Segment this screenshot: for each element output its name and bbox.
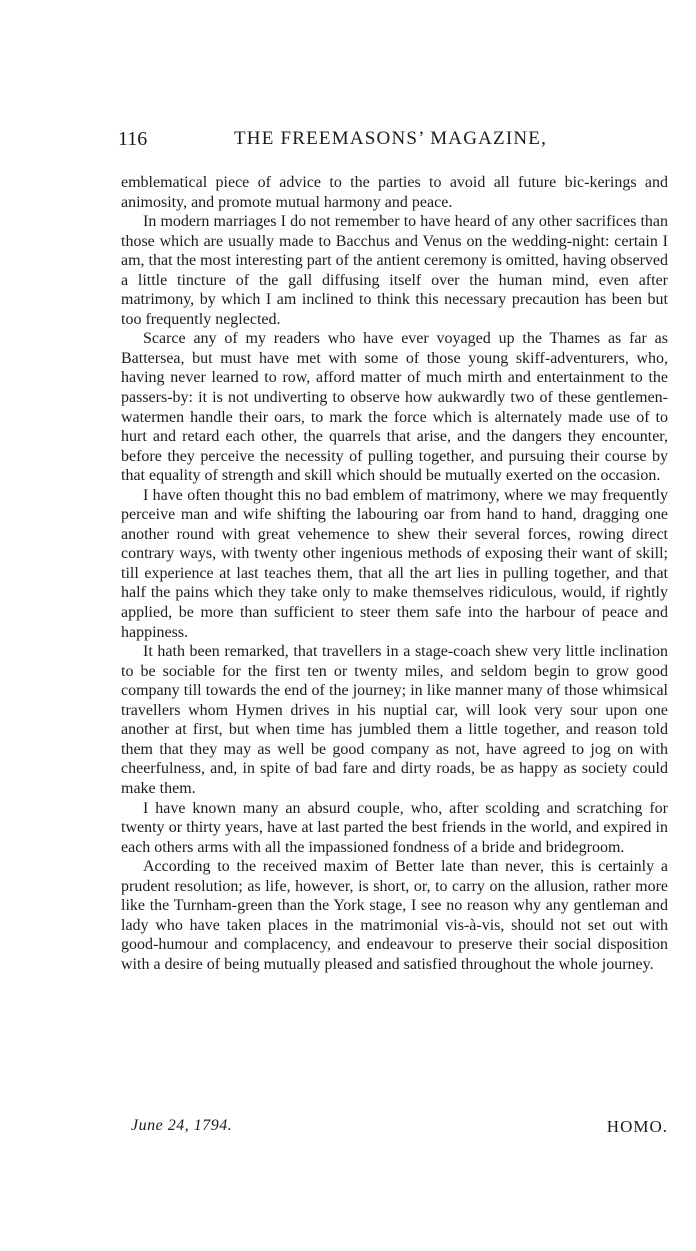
signoff [118,1117,668,1139]
author-signature: HOMO. [606,1117,668,1136]
date-line: June 24, 1794. [131,1117,233,1134]
paragraph-modern-marriages: In modern marriages I do not remember to have heard of any other sacrifices than those which are usually made to Bacchus and Venus on the wedding-night: certain I am, that the most interesting part of the antient ceremony is omitted, having observed a little tincture of the gall diffusing itself over the human mind, even after matrimony, by which I am inclined to think this necessary precaution has been but too frequently neglected. [121,213,668,328]
paragraph-stage-coach: It hath been remarked, that travellers in a stage-coach shew very little inclination to be sociable for the first ten or twenty miles, and seldom begin to grow good company till towards the end of the journey; in like manner many of those whimsical travellers whom Hymen drives in his nuptial car, will look very sour upon one another at first, but when time has jumbled them a little together, and reason told them that they may as well be good company as not, have agreed to jog on with cheerfulness, and, in spite of bad fare and dirty roads, be as happy as society could make them. [121,643,668,797]
page [118,126,668,1136]
page-number: 116 [118,128,148,150]
journal-title: THE FREEMASONS’ MAGAZINE, [234,128,548,149]
paragraph-emblem-of-matrimony: I have often thought this no bad emblem of matrimony, where we may frequently perceive man and wife shifting the labouring oar from hand to hand, dragging one another round with great vehemence to shew their several forces, rowing direct contrary ways, with twenty other ingenious methods of exposing their want of skill; till experience at last teaches them, that all the art lies in pulling together, and that half the pains which they take only to make themselves ridiculous, would, if rightly applied, be more than sufficient to steer them safe into the harbour of peace and happiness. [121,486,668,641]
paragraph-absurd-couple: I have known many an absurd couple, who, after scolding and scratching for twenty or thirty years, have at last parted the best friends in the world, and expired in each others arms with all the impassioned fondness of a bride and bridegroom. [121,799,668,856]
paragraph-better-late: According to the received maxim of Better late than never, this is certainly a prudent resolution; as life, however, is short, or, to carry on the allusion, rather more like the Turnham-green than the York stage, I see no reason why any gentleman and lady who have taken places in the matrimonial vis-à-vis, should not set out with good-humour and complacency, and endeavour to preserve their social disposition with a desire of being mutually pleased and satisfied throughout the whole journey. [121,858,668,973]
paragraph-continuation: emblematical piece of advice to the parties to avoid all future bic-kerings and animosity, and promote mutual harmony and peace. [121,174,668,211]
running-head [118,126,668,156]
article-body [121,173,668,974]
paragraph-thames-adventurers: Scarce any of my readers who have ever voyaged up the Thames as far as Battersea, but must have met with some of those young skiff-adventurers, who, having never learned to row, afford matter of much mirth and entertainment to the passers-by: it is not undiverting to observe how aukwardly two of these gentlemen-watermen handle their oars, to mark the force which is alternately made use of to hurt and retard each other, the quarrels that arise, and the dangers they encounter, before they perceive the necessity of pulling together, and pursuing their course by that equality of strength and skill which should be mutually exerted on the occasion. [121,330,668,485]
